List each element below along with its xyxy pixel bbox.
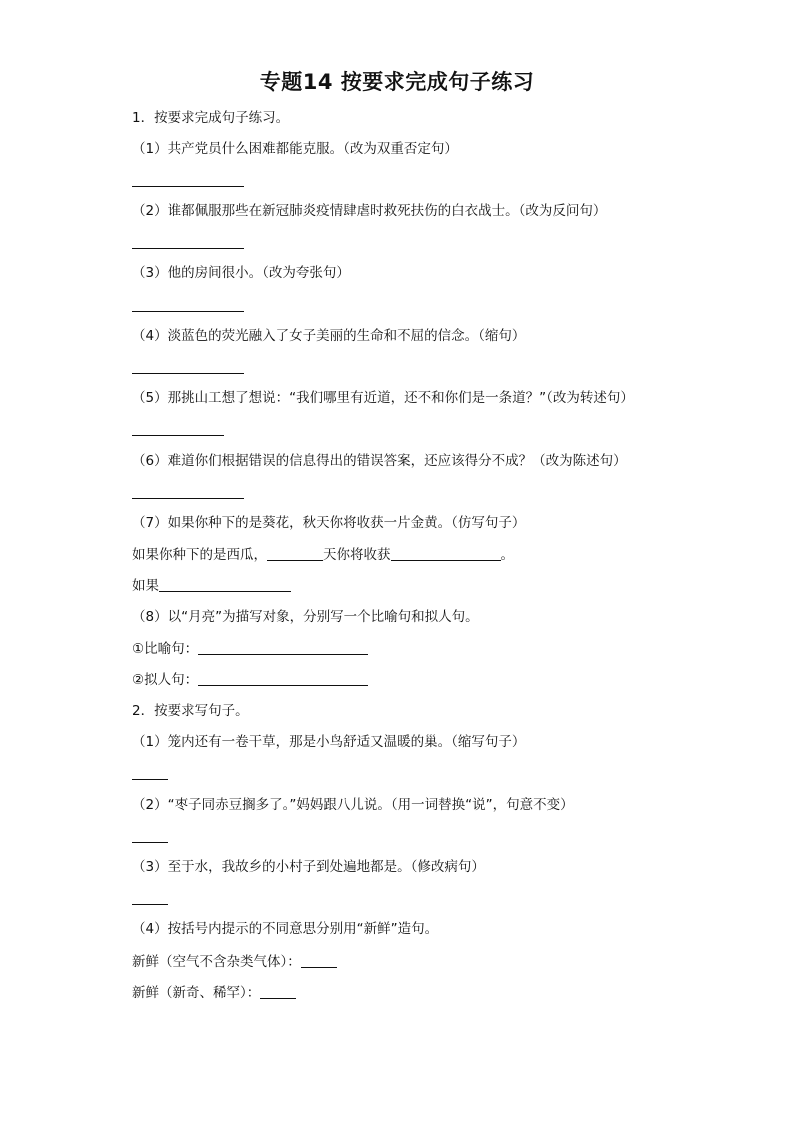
q1-item-7-example (132, 546, 514, 564)
example-text: 。 (500, 547, 514, 563)
answer-line[interactable] (132, 311, 244, 312)
q1-item-7-imitate (132, 577, 291, 595)
q2-item-1: （1）笼内还有一卷干草，那是小鸟舒适又温暖的巢。（缩写句子） (132, 734, 526, 750)
q2-item-4-sense-1 (132, 953, 337, 971)
q1-item-1: （1）共产党员什么困难都能克服。（改为双重否定句） (132, 141, 458, 157)
q2-item-4-sense-2 (132, 984, 296, 1002)
q1-item-2: （2）谁都佩服那些在新冠肺炎疫情肆虐时救死扶伤的白衣战士。（改为反问句） (132, 203, 607, 219)
blank-season[interactable] (267, 546, 323, 561)
q1-item-5: （5）那挑山工想了想说：“我们哪里有近道，还不和你们是一条道？”（改为转述句） (132, 390, 634, 406)
blank-sentence[interactable] (301, 953, 337, 968)
answer-line[interactable] (132, 186, 244, 187)
personification-label: ②拟人句： (132, 672, 199, 688)
q1-item-7: （7）如果你种下的是葵花，秋天你将收获一片金黄。（仿写句子） (132, 515, 526, 531)
q2-item-4: （4）按括号内提示的不同意思分别用“新鲜”造句。 (132, 921, 439, 937)
blank-simile[interactable] (198, 640, 368, 655)
answer-line[interactable] (132, 498, 244, 499)
sense-label: 新鲜（新奇、稀罕）： (132, 985, 261, 1001)
q1-item-8: （8）以“月亮”为描写对象，分别写一个比喻句和拟人句。 (132, 609, 479, 625)
q2-item-2: （2）“枣子同赤豆搁多了。”妈妈跟八儿说。（用一词替换“说”，句意不变） (132, 797, 574, 813)
example-text: 天你将收获 (323, 547, 391, 563)
question-1-heading: 1．按要求完成句子练习。 (132, 110, 290, 126)
page-title: 专题14 按要求完成句子练习 (259, 70, 535, 94)
q1-item-4: （4）淡蓝色的荧光融入了女子美丽的生命和不屈的信念。（缩句） (132, 328, 526, 344)
blank-imitate[interactable] (159, 577, 291, 592)
q1-item-8-personification (132, 671, 368, 689)
blank-harvest[interactable] (391, 546, 501, 561)
question-2-heading: 2．按要求写句子。 (132, 703, 249, 719)
answer-line[interactable] (132, 248, 244, 249)
q1-item-3: （3）他的房间很小。（改为夸张句） (132, 265, 350, 281)
simile-label: ①比喻句： (132, 641, 199, 657)
example-text: 如果你种下的是西瓜， (132, 547, 267, 563)
answer-line[interactable] (132, 373, 244, 374)
answer-line[interactable] (132, 435, 224, 436)
q1-item-6: （6）难道你们根据错误的信息得出的错误答案，还应该得分不成？（改为陈述句） (132, 453, 627, 469)
imitate-prefix: 如果 (132, 578, 159, 594)
answer-line[interactable] (132, 842, 168, 843)
sense-label: 新鲜（空气不含杂类气体）： (132, 954, 301, 970)
blank-sentence[interactable] (260, 984, 296, 999)
answer-line[interactable] (132, 779, 168, 780)
blank-personification[interactable] (198, 671, 368, 686)
q2-item-3: （3）至于水，我故乡的小村子到处遍地都是。（修改病句） (132, 859, 485, 875)
q1-item-8-simile (132, 640, 368, 658)
answer-line[interactable] (132, 904, 168, 905)
